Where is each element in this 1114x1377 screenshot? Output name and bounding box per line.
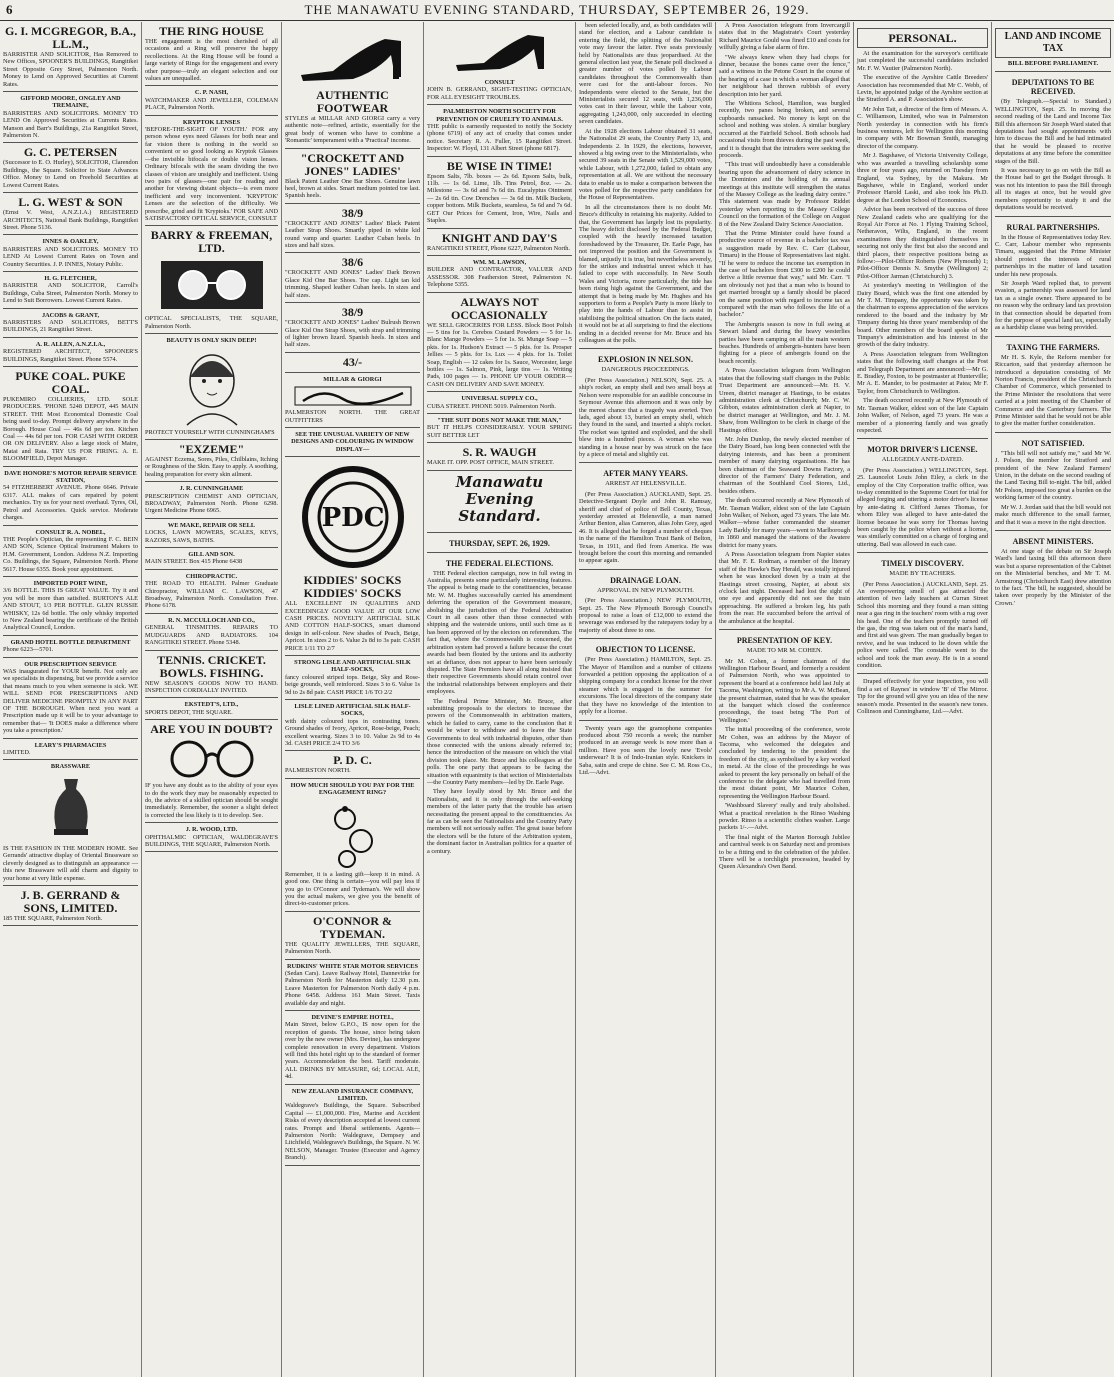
ad-heading: JACOBS & GRANT,: [41, 311, 100, 319]
ad-body: 185 THE SQUARE, Palmerston North.: [3, 914, 103, 922]
ad-heading: A. R. ALLEN, A.N.Z.I.A.,: [35, 340, 106, 348]
article-subheading: APPROVAL IN NEW PLYMOUTH.: [597, 586, 694, 594]
millar-giorgi-logo: [293, 385, 413, 407]
ad-heading: TENNIS. CRICKET. BOWLS. FISHING.: [157, 652, 266, 680]
svg-text:PDC: PDC: [321, 503, 384, 534]
article-paragraph: It was necessary to go on with the Bill as the House had to get the Budget through. It was not his intention to pass the Bill through all its stages at once, but he would give members opportunity to study it and the deputations would be received.: [995, 167, 1111, 212]
ad-body: THE engagement is the most cherished of all occasions and a Ring will preserve the happy recollections. At the Ring House will be found a large variety of Rings for the engagement and every other purpose—truly an elegant selection and our values are unequalled.: [145, 38, 278, 83]
ad-heading: P. D. C.: [333, 753, 372, 768]
ad-body: "CROCKETT AND JONES" Ladies' Dark Brown Glace Kid One Bar Shoes. Toe cap. Light tan kid trimming. Shaped leather Cuban heels. In sizes and half sizes.: [285, 269, 420, 299]
ad-heading: J. R. CUNNINGHAME: [179, 485, 244, 493]
gramophone-advt: Twenty years ago the gramophone companies produced about 750 records a week; the number produced in an average week is now more than a million. Have you seen the lovely new 'Evols' underwear? It is of Indo-Iranian style. Knickers in Saba, satin and crepe de chine. See C. M. Ross Co., Ltd.—Advt.: [579, 724, 712, 776]
col1-ad-16: [3, 886, 138, 926]
ad-body: Main Street, below G.P.O., IS now open for the reception of guests. The house, since being taken over by the new owner (Mrs. Devine), has undergone complete renovation in every department. Visitors will find this hotel right up to the standard of former years. Accommodation the best. Tariff moderate. ALL DRINKS BY MEASURE, 6d; LOCAL ALE, 4d.: [285, 1021, 420, 1081]
col3-ad-15: [285, 1011, 420, 1085]
ad-heading: THE RING HOUSE: [159, 24, 264, 38]
column-2: [142, 22, 282, 1377]
article-headline: TAXING THE FARMERS.: [1006, 342, 1100, 352]
ad-body: CUBA STREET. PHONE 5019. Palmerston North.: [427, 402, 556, 410]
ad-heading: BARRY & FREEMAN, LTD.: [150, 228, 273, 256]
ad-body: Epsom Salts, 7lb. boxes — 2s 6d. Epsom Salts, bulk, 11lb. — 1s 6d. Lime, 1lb. Tins Petrol, 8oz. — 2s. Milestone — 3s 6d and 7s 6d tin. Eucalyptus Ointment — 2s 6d tin. Cow Drenches — 3s 6d tin. Milk Buckets, copper bottom. Milk Buckets, seamless, 5s 6d and 7s 6d. GET Our Prices for Cement, Iron, Wire, Nails and Staples.: [427, 172, 572, 225]
col1-ad-0: [3, 22, 138, 92]
ad-body: STYLES at MILLAR AND GIORGI carry a very authentic note—refined, artistic, essentially for the great body of women who have to combine a 'Romantic' temperament with a 'Practical' income.: [285, 115, 420, 145]
ad-body: (Successor to E. O. Hurley), SOLICITOR, Clarendon Buildings, the Square. Solicitor to State Advances Office. Money to Lend on Freehold Securities at Lowest Current Rates.: [3, 159, 138, 189]
ad-heading: IMPORTED PORT WINE,: [33, 579, 108, 587]
tax-banner: LAND AND INCOME TAX: [995, 28, 1111, 58]
ad-heading: PALMERSTON NORTH SOCIETY FOR PREVENTION OF CRUELTY TO ANIMALS.: [436, 108, 563, 123]
ad-body: WAS inaugurated for YOUR benefit. Not only are we specialists in dispensing, but we provide a service that means much to you when someone is sick. WE WILL SEND FOR PRESCRIPTIONS AND DELIVER MEDICINE PROMPTLY IN ANY PART OF THE BOROUGH. When next you want a Prescription made up it will be to your advantage to remember that— 'It DOES make a difference where you take a prescription.': [3, 668, 138, 735]
col6-paragraph: That the Prime Minister could have found a productive source of revenue in a bachelor tax was a suggestion made by Rev. C. Carr (Labour, Timaru) in the House of Representatives last night. "If he were to reduce the income tax exemption in the case of bachelors from £300 to £200 he could derive a little revenue that way," said Mr. Carr. "I am obviously not just that a man who is bound to get married brought up a family should be placed on the same position with regard to income tax as compared with the man who follows the life of a bachelor.": [719, 229, 850, 319]
column-5: [576, 22, 716, 1377]
ad-heading: OUR PRESCRIPTION SERVICE: [24, 660, 117, 668]
col6-paragraph: The Whitiora School, Hamilton, was burgled recently, two panes being broken, and several cupboards ransacked. No money is kept on the school and nothing was stolen. A similar burglary occurred at the Fairfield School. Both schools had occasional visits from thieves during the past week, and it is thought that the intruders were seeking the proceeds.: [719, 100, 850, 159]
ad-heading: LEARY'S PHARMACIES: [34, 741, 107, 749]
col1-ad-1: [3, 92, 138, 143]
nameplate: [427, 471, 572, 528]
ad-heading: J. R. WOOD, LTD.: [185, 826, 238, 834]
engagement-rings-illustration: [325, 799, 381, 869]
col1-ad-2: [3, 143, 138, 193]
ad-heading: R. N. MCCULLOCH AND CO.,: [168, 616, 255, 624]
ladies-shoe-illustration: [450, 27, 550, 77]
col4_ads-ad-8: [427, 443, 572, 470]
col3-ad-12: [285, 779, 420, 912]
personal-paragraph: The death occurred recently at New Plymouth of Mr. Tasman Walker, eldest son of the late Captain John Walker, of Nelson, aged 73 years. He was a member of a pioneering family and was greatly respected.: [857, 397, 988, 434]
leader-paragraph: The Federal Prime Minister, Mr. Bruce, after submitting proposals to the electors to increase the powers of the Commonwealth in arbitration matters, which he failed to carry, came to the conclusion that it would be wiser to withdraw and to leave the State Governments to deal with industrial disputes, other than those connected with the unions already referred to; hence the introduction of the measure on which the vital division took place. Mr. Bruce and his colleagues at the polls. The one party that appears to be facing the situation with equanimity is that section of Ministerialists—the Country Party members—led by Dr. Earle Page.: [427, 697, 572, 786]
ad-body: BUT IT HELPS CONSIDERABLY. YOUR SPRING SUIT BETTER LET: [427, 424, 572, 439]
personal-paragraph: At the examination for the surveyor's certificate just completed the successful candidates included Mr. F. W. Vautier (Palmerston North).: [857, 50, 988, 72]
brass-vase-illustration: [46, 773, 96, 843]
col2-ad-8: [145, 548, 278, 570]
col3-ad-1: [285, 149, 420, 204]
ad-heading: 43/-: [342, 354, 363, 369]
article-headline: MOTOR DRIVER'S LICENSE.: [867, 445, 978, 455]
article-paragraph: (Per Press Association.) AUCKLAND, Sept. 25. Detective-Sergeant Doyle and John R. Ramsay, sheriff and chief of police of Bell County, Texas, yesterday arrested at Helensville, a man named Arthur Benton, alias Cameron, alias John Grey, aged 46. It is alleged that he forged a number of cheques in the name of the Hamilton Trust Bank of Belton, Texas, in 1911, and fled from America. He was brought before the court this morning and remanded to appear again.: [579, 490, 712, 565]
ad-heading: O'CONNOR & TYDEMAN.: [313, 913, 392, 941]
ad-body: Remember, it is a lasting gift—keep it in mind. A good one. One thing is certain—you will pay less if you go to O'Connor and Tydeman's. We will show you the actual makers, we give you the benefit of direct-to-customer prices.: [285, 870, 420, 908]
col2-ad-5: [145, 440, 278, 482]
ad-body: ALL EXCELLENT IN QUALITIES AND EXCEEDINGLY GOOD VALUE AT OUR LOW CASH PRICES. NOVELTY ARTIFICIAL SILK AND COTTON HALF-SOCKS, smart diamond design in self-colour. New shades of Peach, Beige, Apricot. In sizes 2 to 6. Value 2s 8d to 3s pair. CASH PRICE 1/11 TO 2/7: [285, 600, 420, 652]
ad-body: LOCKS, LAWN MOWERS, SCALES, KEYS, RAZORS, SAWS, BATHS.: [145, 529, 278, 544]
personal-paragraph: Mr J. Bagshawe, of Victoria University College, who was awarded a travelling scholarship some three or four years ago, returned on Tuesday from England, via Sydney, by the Makura. Mr Bagshawe, while in England, worked under Professor Harold Laski, and also took his Ph.D. degree at the London School of Economics.: [857, 152, 988, 204]
personal-paragraph: At yesterday's meeting in Wellington of the Dairy Board, which was the first one attended by Mr T. M. Timpany, the opportunity was taken by the chairman to express appreciation of the services rendered to the board and the industry by Mr Timpany during his three years' membership of the board. Other members of the board spoke of Mr Timpany's administration and his interest in the growth of the dairy industry.: [857, 282, 988, 349]
col2-ad-11: [145, 651, 278, 699]
col2-ad-13: [145, 720, 278, 823]
article-paragraph: (Per Press Association.) AUCKLAND, Sept. 25. An overpowering smell of gas attracted the attention of two lady teachers at Curran Street School this morning and they found a man sitting near a gas ring in the teachers' room with a rug over his head. One of the teachers promptly turned off the gas, the ring was taken out of the man's hand, and first aid was given. The man gradually began to revive, and he was induced to lie down while the police were called. The constable went to the school and took the man away. He is in a sound condition.: [857, 580, 988, 670]
col5-paragraph: In all the circumstances there is no doubt Mr. Bruce's difficulty in retaining his majority. Added to that, the Government has largely lost its popularity. The heavy deficit disclosed by the Federal Budget, coupled with the heavily increased taxation foreshadowed by the Treasurer, Dr. Earle Page, has not improved the position and the Government is blamed, unjustly it is true, but nevertheless severely, for the strikes and industrial unrest which it has failed to cope with successfully. In New South Wales and Victoria, more particularly, the tide has been rising high against the Government, and the attempt that is being made by Mr. Hughes and his supporters to form a People's Party is more likely to play into the hands of Labour than to assist in stabilising the political situation. On the facts stated, it would not be at all surprising to find the elections ending in a decided reverse for Mr. Bruce and his colleagues at the polls.: [579, 203, 712, 345]
ad-heading: SEE THE UNUSUAL VARIETY OF NEW DESIGNS AND COLOURING IN WINDOW DISPLAY—: [291, 430, 414, 453]
ad-body: BARRISTERS AND SOLICITORS. MONEY TO LEND At Lowest Current Rates on Town and Country Securities. J. P. INNES, Notary Public.: [3, 245, 138, 268]
ad-body: Phone 6223—5701.: [3, 646, 54, 654]
ad-body: OPHTHALMIC OPTICIAN, WALDEGRAVE'S BUILDINGS, THE SQUARE, Palmerston North.: [145, 833, 278, 848]
ad-heading: 38/9: [341, 305, 364, 320]
col2-ad-0: [145, 22, 278, 86]
ad-heading: G. C. PETERSEN: [23, 145, 118, 160]
article-paragraph: (Per Press Association.) WELLINGTON, Sept. 25. Launcelot Louis John Eiley, a clerk in the employ of the City Corporation traffic office, was to-day committed to the Supreme Court for trial for alleged forging and uttering a motor driver's license by ante-dating it. Clifford James Thomas, for whom Eiley was alleged to have ante-dated the license because he was sorry for Thomas having been caught by the police when without a license, was similarly committed on a charge of forging and uttering. Bail was allowed in each case.: [857, 466, 988, 548]
col1-ad-11: [3, 577, 138, 636]
ad-body: "CROCKETT AND JONES" Ladies' Bulrush Brown Glace Kid One Strap Shoes, with strap and trimming of lighter brown lizard. Spanish heels. In sizes and half sizes.: [285, 319, 420, 349]
article-subheading: MADE BY TEACHERS.: [889, 570, 956, 578]
col2-ad-10: [145, 614, 278, 651]
ad-body: MAKE IT. OPP. POST OFFICE, MAIN STREET.: [427, 459, 555, 467]
ad-heading: STRONG LISLE AND ARTIFICIAL SILK HALF-SOCKS,: [294, 659, 411, 674]
col3-ad-4: [285, 303, 420, 353]
ad-heading: KIDDIES' SOCKS KIDDIES' SOCKS: [303, 573, 402, 601]
ad-heading: WE MAKE, REPAIR OR SELL: [167, 521, 256, 529]
col4_ads-ad-1: [427, 105, 572, 156]
ad-body: Black Patent Leather One Bar Shoes. Genuine lawn heel, brown at sides. Smart medium pointed toe last. Spanish heels.: [285, 177, 420, 200]
article-headline: NOT SATISFIED.: [1021, 438, 1085, 448]
col3-ad-8: [285, 457, 420, 656]
ad-heading: AUTHENTIC FOOTWEAR: [316, 88, 389, 115]
col5-paragraph: been selected locally, and, as both candidates will stand for election, and a Labour candidate is entering the field, the splitting of the Nationalist vote may favour the latter. Five seats previously held by Nationalists are thus jeopardised. At the general election last year, the Senate poll disclosed a greater number of votes polled by Labour candidates throughout the Commonwealth than were cast for the anti-labour forces. No Independents were elected to the Senate, but the Ministerialists secured 12 seats, with 1,236,000 votes cast in their favour, while the Labour vote, aggregating 1,243,000, only succeeded in electing seven candidates.: [579, 22, 712, 126]
col2-ad-14: [145, 823, 278, 852]
ad-body: THE public is earnestly requested to notify the Society (phone 6719) of any act of cruelty that comes under notice. Secretary R. A. Fuller, 15 Rangitikei Street. Inspector: W. Floyd, 131 Albert Street (phone 6817).: [427, 123, 572, 153]
article-paragraph: Mr W. J. Jordan said that the bill would not make much difference to the small farmer, and that it was a move in the right direction.: [995, 503, 1111, 526]
ad-body: WE SELL GROCERIES FOR LESS. Block Boot Polish — 5 tins for 1s. Cerebos Custard Powders — 5 for 1s. Blanc Mange Powders — 5 for 1s. St. Munge Soap — 5 pkts. for 1s. Hudson's Extract — 5 pkts. for 1s. Prosper Jellies — 5 pkts. for 1s. Lux — 4 pkts. for 1s. Toilet Soap, English — 12 cakes for 1s. Sauce, Worcester, large bottles — 1s. Salmon, Pink, large tins — 1s. Writing Pads, 100 pages — 1s. PHONE UP YOUR ORDER—CASH ON DELIVERY AND SAVE MONEY.: [427, 321, 572, 388]
ad-body: GENERAL TINSMITHS. REPAIRS TO MUDGUARDS AND RADIATORS. 104 RANGITIKEI STREET. Phone 5348.: [145, 624, 278, 647]
col1-ad-7: [3, 338, 138, 367]
col4_ads-ad-5: [427, 293, 572, 393]
ad-heading: L. G. WEST & SON: [18, 195, 123, 210]
ad-body: BUILDER AND CONTRACTOR, VALUER AND ASSESSOR. 308 Featherston Street, Palmerston N. Telephone 5355.: [427, 266, 572, 289]
col6-paragraph: A Press Association telegram from Wellington states that the following staff changes in the Public Trust Department are announced:—Mr. H. V. Ureen, district manager at Hastings, to be estates administration clerk at Christchurch; Mr. C. W. Gibbon, estates administration clerk at Napier, to be district manager at Wellington, and Mr. J. M. Shaw, from Wellington to be clerk in charge of the Hastings office.: [719, 367, 850, 434]
col7-closing: Draped effectively for your inspection, you will find a set of Raynes' in window 'B' of The Mirror. Tip for the ground will give you an idea of the new season's mode. Presented in the season's new tones. Collinson and Cunninghame, Ltd.—Advt.: [857, 678, 988, 716]
ad-heading: GILL AND SON.: [188, 551, 235, 559]
dateline: THURSDAY, SEPT. 26, 1929.: [449, 538, 550, 548]
col1-ad-3: [3, 193, 138, 235]
col6-paragraph: The death occurred recently at New Plymouth of Mr. Tasman Walker, eldest son of the late Captain John Walker, of Nelson, aged 73 years. The late Mr. Walker—whose father commanded the steamer Lady Barkly for many years—went to Marlborough in 1860 and managed the stations of the Awatere district for many years.: [719, 497, 850, 549]
col1-ad-14: [3, 739, 138, 761]
ad-body: REGISTERED ARCHITECT, SPOONER'S BUILDINGS, Rangitikei Street. Phone 5574.: [3, 348, 138, 363]
ad-body: AGAINST Eczema, Sores, Piles, Chilblains, Itching or Roughness of the Skin. Easy to apply. A soothing, healing preparation for every skin ailment.: [145, 455, 278, 478]
col2-ad-7: [145, 519, 278, 548]
nameplate-title: Manawatu Evening Standard.: [455, 472, 544, 525]
column-3: [282, 22, 424, 1377]
col6-paragraph: "This trust will undoubtedly have a considerable bearing upon the advancement of dairy science in the Dominion and the holding of its annual meetings at this institute will strengthen the status of the Massey College as the leading dairy centre." This statement was made by Professor Riddet yesterday when reporting to the Massey College Council on the formation of the College on August 8 of the New Zealand Dairy Science Association.: [719, 161, 850, 228]
ad-body: IS THE FASHION IN THE MODERN HOME. See Gerrands' attractive display of Oriental Brassware so cleverly designed as to distinguish an appearance — this new Brassware will add charm and dignity to your home at very little expense.: [3, 844, 138, 882]
ad-heading: 38/9: [341, 205, 364, 220]
col6-paragraph: The Ambergris season is now in full swing at Stewart Island and during the heavy westerlies parties have been camping on all the main western beaches. Hundreds of ambergris-hunters have been fighting for a piece of ambergris found on the beach recently.: [719, 320, 850, 365]
ad-heading: 38/6: [341, 255, 364, 270]
column-1: [0, 22, 142, 1377]
ad-heading: ALWAYS NOT OCCASIONALLY: [451, 294, 548, 322]
col3-ad-2: [285, 204, 420, 254]
col1-ad-12: [3, 636, 138, 658]
ad-body: 3/6 BOTTLE. THIS IS GREAT VALUE. Try it and you will be more than satisfied. BURTON'S ALE AND STOUT, 1/3 PER BOTTLE. GLEN RUSSIE WHISKY, 12s 6d bottle. The only whisky imported to New Zealand bearing the certificate of the British Analytical Council, London.: [3, 587, 138, 632]
ad-heading: "CROCKETT AND JONES" LADIES': [300, 150, 405, 178]
ad-heading: H. G. FLETCHER,: [44, 274, 97, 282]
col3-ad-14: [285, 960, 420, 1011]
article-headline: TIMELY DISCOVERY.: [881, 559, 964, 569]
ad-heading: BE WISE IN TIME!: [446, 158, 553, 173]
ad-body: JOHN B. GERRAND, SIGHT-TESTING OPTICIAN, FOR ALL EYESIGHT TROUBLES.: [427, 86, 572, 101]
col2-ad-3: [145, 226, 278, 334]
presentation-paragraph: The initial proceeding of the conference, wrote Mr Cohen, was an address by the Mayor of Tacoma, who welcomed the delegates and concluded by tendering to the president the freedom of the city, as symbolised by a key worked in metal. At the close of the proceedings he was asked to present the key personally on behalf of the conference to the delegate who had travelled from the most distant point, Mr Maurice Cohen, representing the Wellington Harbour Board.: [719, 726, 850, 800]
ad-heading: CONSULT R. A. NOBEL,: [35, 528, 106, 536]
col2-ad-12: [145, 698, 278, 720]
col6-paragraph: Mr. John Dunlop, the newly elected member of the Dairy Board, has long been connected with the dairying interests, and has been a prominent member of many dairying organisations. He has been chairman of the Seaward Downs Factory, a director of the Farmers' Dairy Federation, and chairman of the Southland Cool Stores, Ltd., besides others.: [719, 435, 850, 495]
article-paragraph: (Per Press Association.) NELSON, Sept. 25. A ship's rocket, an empty shell and two small boys at Nelson were responsible for an audible concourse in Seymour Avenue this afternoon and it was only by the merest chance that a tragedy was averted. Two lads, aged about 13, buried an empty shell, which they found in the sand, and inserted a ship's rocket. The rocket was ignited and exploded, and the shell blew into a hundred pieces. A woman who was standing in a house near by was struck on the face by a piece of metal and slightly cut.: [579, 376, 712, 458]
col2-ad-4: [145, 334, 278, 440]
ad-heading: S. R. WAUGH: [462, 445, 537, 460]
presentation-sub: MADE TO MR M. COHEN.: [746, 647, 823, 655]
leader-headline: THE FEDERAL ELECTIONS.: [445, 558, 554, 568]
ad-heading: BRASSWARE: [50, 763, 91, 771]
col3-ad-13: [285, 912, 420, 960]
column-7: [854, 22, 992, 1377]
ad-body: BARRISTER AND SOLICITOR, Carroll's Buildings, Cuba Street, Palmerston North. Money to Lend to Suit Borrowers. Lowest Current Rates.: [3, 282, 138, 305]
ad-body: BARRISTER AND SOLICITOR, Has Removed to New Offices, SPOONER'S BUILDINGS, Rangitikei Street Opposite Grey Street, Palmerston North. Money to Lend on Approved Securities at Current Rates.: [3, 51, 138, 88]
ad-body: THE ROAD TO HEALTH. Palmer Graduate Chiropractor, WILLIAM C. LAWSON, 47 Broadway, Palmerston North. Consultation Free. Phone 6178.: [145, 580, 278, 610]
col3-ad-10: [285, 700, 420, 751]
col3-ad-3: [285, 253, 420, 303]
ad-body: IF you have any doubt as to the ability of your eyes to do the work they may be reasonably expected to do, the advice of a skilled optician should be sought immediately. Remember, the sooner a slight defect is corrected the less likely is it to develop. See.: [145, 782, 278, 819]
col3-ad-0: [285, 22, 420, 149]
personal-paragraph: A Press Association telegram from Wellington states that the following staff changes at the Post and Telegraph Department are announced:—Mr G. E. Bradley, Foxton, to be postmaster at Hunterville; Mr A. E. Mander, to be postmaster at Patea; Mr F. Taylor, from Christchurch to Wellington.: [857, 350, 988, 395]
ad-heading: UNIVERSAL SUPPLY CO.,: [461, 395, 538, 403]
col4_ads-ad-6: [427, 392, 572, 414]
ad-body: Waldegrave's Buildings, the Square. Subscribed Capital — £1,000,000. Fire, Marine and Accident Risks of every description accepted at lowest current rates. Prompt and liberal settlements. Agents—Palmerston North: Waldegrave, Dempsey and Litchfield, Waldegrave's Buildings, the Square. N. W. NELSON, Manager. Trustee (Executor and Agency Branch).: [285, 1102, 420, 1162]
col2-ad-2: [145, 116, 278, 227]
article-headline: DRAINAGE LOAN.: [610, 575, 681, 585]
ad-heading: EKSTEDT'S, LTD.,: [184, 701, 239, 709]
ad-body: OPTICAL SPECIALISTS, THE SQUARE, Palmerston North.: [145, 315, 278, 330]
ad-heading: CHIROPRACTIC.: [185, 572, 238, 580]
col5-paragraph: At the 1928 elections Labour obtained 31 seats, the Nationalist 29 seats, the Country Party 13, and Independents 2. In 1929, the elections, however, showed a big swing over to the Ministerialists, who secured 39 seats in the Senate with 1,529,000 votes, while Labour, with 1,272,000, failed to obtain any representation at all. We are without the necessary data to enable us to make a comparison between the votes polled for the respective party candidates for the House of Representatives.: [579, 127, 712, 202]
article-paragraph: Mr H. S. Kyle, the Reform member for Riccarton, said that yesterday afternoon he introduced a deputation consisting of Mr Norton Francis, president of the Christchurch Chamber of Commerce, which presented to the Prime Minister the resolutions that were carried at a joint meeting of the Chamber of Commerce and the Canterbury farmers. The Prime Minister said that he would not be able to give the matter further consideration.: [995, 353, 1111, 428]
ad-body: SPORTS DEPOT, THE SQUARE.: [145, 708, 233, 716]
ladies-shoe-illustration: [293, 27, 413, 87]
article-subheading: DANGEROUS PROCEEDINGS.: [601, 366, 690, 374]
ad-heading: G. I. MCGREGOR, B.A., LL.M.,: [4, 24, 136, 51]
masthead-title: THE MANAWATU EVENING STANDARD, THURSDAY, SEPTEMBER 26, 1929.: [304, 2, 810, 17]
col6-paragraph: A Press Association telegram from Napier states that Mr. F. E. Rodman, a member of the literary staff of the Hawke's Bay Herald, was totally injured when he was knocked down by a train at the Hastings street crossing, Napier, at about six o'clock last night. Deceased had lost the sight of one eye and apparently did not see the train approaching. He suffered a broken leg, his path from the rear. He succumbed before the arrival of the ambulance at the hospital.: [719, 551, 850, 625]
ad-heading: CONSULT: [484, 79, 515, 86]
ad-heading: WM. M. LAWSON,: [472, 258, 527, 266]
article-paragraph: In the House of Representatives today Rev. C. Carr, Labour member who represents Timaru, suggested that the Prime Minister should protect the interests of rural partnerships in the matter of land taxation under his new proposals.: [995, 233, 1111, 278]
ad-heading: MILLAR & GIORGI: [323, 375, 382, 383]
ad-body: LIMITED.: [3, 749, 31, 757]
col1-ad-8: [3, 367, 138, 467]
col1-ad-10: [3, 526, 138, 577]
col1-ad-9: [3, 467, 138, 526]
col3-ad-7: [285, 428, 420, 457]
col4_ads-ad-7: [427, 414, 572, 443]
ad-body: THE People's Optician, the representing F. C. BEIN AND SON, Science Optical Instrument Makers to H.M. Government, London. Address N.Z. Importing Co. Buildings, the Square, Palmerston North. Phone 5617. House 6355. Book your appointment.: [3, 535, 138, 573]
ad-heading: KNIGHT AND DAY'S: [441, 230, 558, 245]
ad-body: NEW SEASON'S GOODS NOW TO HAND. INSPECTION CORDIALLY INVITED.: [145, 679, 278, 694]
personal-paragraph: Advice has been received of the success of three New Zealand cadets who are qualifying for the Royal Air Force at No. 1 Flying Training School, Netheravon, Wilts, England, in the recent examinations they distinguished themselves in securing not only the first but also the second and third places, their respective positions being as follow:—Pilot-Officer Roberts (New Plymouth) 1; Pilot-Officer Dennis N. Smythe (Wellington) 2; Pilot-Officer Jarman (Christchurch) 3.: [857, 206, 988, 280]
ad-heading: RUDKINS' WHITE STAR MOTOR SERVICES: [287, 962, 418, 970]
col3-ad-9: [285, 656, 420, 700]
tax-sub: BILL BEFORE PARLIAMENT.: [1007, 60, 1099, 67]
col2-ad-6: [145, 482, 278, 519]
ad-heading: "EXZEME": [178, 441, 245, 456]
article-paragraph: (Per Press Association.) NEW PLYMOUTH, Sept. 25. The New Plymouth Borough Council's proposal to raise a loan of £12,000 to extend the sewerage was endorsed by the ratepayers today by a majority of about three to one.: [579, 597, 712, 634]
presentation-headline: PRESENTATION OF KEY.: [736, 636, 833, 646]
ad-heading: ARE YOU IN DOUBT?: [150, 722, 273, 737]
ad-heading: DEVINE'S EMPIRE HOTEL,: [311, 1013, 394, 1021]
column-8: [992, 22, 1114, 1377]
ad-heading: "THE SUIT DOES NOT MAKE THE MAN,": [437, 417, 562, 424]
article-paragraph: (Per Press Association.) HAMILTON, Sept. 25. The Mayor of Hamilton and a number of citizens forwarded a petition opposing the application of a shipping company for a conduct license for the river steamer which is engaged in the summer for excursions. The local directors of the company state that they have no knowledge of the intention to apply for a license.: [579, 656, 712, 716]
article-paragraph: At one stage of the debate on Sir Joseph Ward's land taxing bill this afternoon there was but a sparse representation of the Cabinet on the Ministerial benches, and Mr T. M. Armstrong (Christchurch East) drew attention to the fact. 'The bill, he suggested, should be taken over properly by the Minister of the Crown.': [995, 547, 1111, 607]
ad-body: (Ernst V. West, A.N.Z.I.A.) REGISTERED ARCHITECTS, National Bank Buildings, Rangitikei Street. Phone 5136.: [3, 209, 138, 231]
presentation-paragraph: The final night of the Marton Borough Jubilee and carnival week is on Saturday next and promises to be a fitting end to the celebration of the jubilee. There will be a torchlight procession, headed by Queen Alexandra's Own Band.: [719, 833, 850, 871]
article-paragraph: Sir Joseph Ward replied that, to prevent evasion, a partnership was assessed for land tax as a single owner. There appeared to be no reason why the ordinary land tax provision in that connection should be departed from for the purpose of special land tax, especially as a hardship clause was being provided.: [995, 279, 1111, 332]
article-subheading: ALLEGEDLY ANTE-DATED.: [881, 456, 964, 464]
ad-body: 'BEFORE-THE-SIGHT OF YOUTH.' FOR any person whose eyes need Glasses for both near and far vision there is nothing in the world so convenient or so good looking as Kryptok Glasses—the invisible bifocals or double vision lenses. Ordinary bifocals with the seam dividing the two classes of vision are unsightly and inefficient. Using two pairs of glasses—one pair for reading and another for viewing distant objects—is even more inefficient and very inconvenient. 'KRYPTOK' Lenses are the selection of the difficulty. We prescribe, grind and fit 'Kryptoks.' FOR SAFE AND SATISFACTORY OPTICAL SERVICE, CONSULT: [145, 126, 278, 222]
col1-ad-6: [3, 309, 138, 338]
ad-body: 54 FITZHERBERT AVENUE. Phone 6646. Private 6317. ALL makes of cars repaired by potent mechanics. Try us for your next overhaul. Tyres, Oil, Petrol and Accessories. Quick service. Moderate charges.: [3, 484, 138, 522]
ad-body: fancy coloured striped tops. Beige, Sky and Rose-beige grounds, well reinforced. Sizes 3 to 6. Value 1s 9d to 2s 8d pair. CASH PRICE 1/6 TO 2/2: [285, 673, 420, 696]
ad-heading: HOW MUCH SHOULD YOU PAY FOR THE ENGAGEMENT RING?: [290, 781, 415, 797]
col2-ad-9: [145, 570, 278, 614]
ad-heading: DAVE HONORE'S MOTOR REPAIR SERVICE STATION,: [4, 469, 137, 485]
column-6: [716, 22, 854, 1377]
ad-body: PROTECT YOURSELF WITH CUNNINGHAM'S: [145, 428, 275, 436]
ad-heading: INNES & OAKLEY,: [42, 238, 99, 246]
col3-ad-16: [285, 1085, 420, 1166]
presentation-paragraph: Mr M. Cohen, a former chairman of the Wellington Harbour Board, and formerly a resident of Palmerston North, who was appointed to represent the board at a conference held last July at Tacoma, Washington, writing to Mr A. W. McBean, the present chairman, stated that he was the speaker at the banquet which closed the conference proceedings, the toast being 'The Port of Wellington.': [719, 657, 850, 724]
col1-ad-4: [3, 235, 138, 272]
article-headline: ABSENT MINISTERS.: [1012, 536, 1094, 546]
presentation-paragraph: 'Washboard Slavery' really and truly abolished. What a practical revelation is the Rinso Washing powder. Rinso is a scientific clothes washer. Large packets 1/-.—Advt.: [719, 802, 850, 832]
ad-body: MAIN STREET. Box 415 Phone 6438: [145, 558, 243, 566]
ad-body: "CROCKETT AND JONES" Ladies' Black Patent Leather Strap Shoes. Smartly piped in white kid round vamp and quarter. Leather Cuban heels. In sizes and half sizes.: [285, 219, 420, 250]
ad-heading: GIFFORD MOORE, ONGLEY AND TREMAINE,: [20, 95, 121, 110]
ad-body: WATCHMAKER AND JEWELLER, COLEMAN PLACE, Palmerston North.: [145, 96, 278, 112]
column-4: [424, 22, 576, 1377]
col6-paragraph: "We always knew when they had chops for dinner, because the bones came over the fence," said a witness in the Petone Court in the course of the hearing of a case in which a woman alleged that her neighbour had thrown rubbish of every description into her yard.: [719, 53, 850, 98]
personal-paragraph: The executive of the Ayrshire Cattle Breeders' Association has recommended that Mr C. Webb, of Levin, be appointed judge of the Ayrshire section at the Stratford A. and P. Association's show.: [857, 74, 988, 104]
col1-ad-5: [3, 272, 138, 309]
ad-heading: GRAND HOTEL BOTTLE DEPARTMENT: [10, 638, 131, 646]
leader-paragraph: They have loyally stood by Mr. Bruce and the Nationalists, and it is only through the self-seeking members of the latter party that the trouble has arisen necessitating the present appeal to the constituencies. As far as can be seen the Nationalists and the Country Party members will not seriously suffer. The great issue before the electors will be the future of the Arbitration system, the dominant factor in Australian politics for a quarter of a century.: [427, 788, 572, 855]
col4_ads-ad-3: [427, 229, 572, 256]
article-paragraph: (By Telegraph.—Special to Standard.) WELLINGTON, Sept. 25. In moving the second reading of the Land and Income Tax Bill this afternoon Sir Joseph Ward stated that deputations had sought appointments with him to discuss the Bill and he had intimated that he would be pleased to receive deputations at any time before the committee stages of the Bill.: [995, 98, 1111, 165]
col4_ads-ad-4: [427, 256, 572, 293]
eye-glasses-illustration: [157, 738, 267, 780]
col4_ads-ad-0: [427, 22, 572, 105]
pdc-logo: [298, 462, 408, 572]
article-headline: AFTER MANY YEARS.: [603, 469, 688, 479]
col2-ad-1: [145, 86, 278, 115]
ad-body: PUKEMIRO COLLIERIES, LTD. SOLE PRODUCERS. 'PHONE 5248 DEPOT, 445 MAIN STREET. THE Most Economical Domestic Coal being used to-day. Prompt delivery anywhere in the Borough. House Coal — 46s 6d per ton. Kitchen Coal — 44s 6d per ton. FOR CASH WITH ORDER OR ON DELIVERY. Also a large stock of Maire, Matai and Rata. TRY US FOR FIRING. A. E. BLOOMFIELD, Depot Manager.: [3, 396, 138, 463]
page-number: 6: [6, 2, 13, 17]
woman-portrait-illustration: [167, 347, 257, 427]
col3-ad-5: [285, 353, 420, 373]
ad-body: PRESCRIPTION CHEMIST AND OPTICIAN, BROADWAY, Palmerston North. Phone 6298. Urgent Medicine Phone 6965.: [145, 492, 278, 515]
ad-body: RANGITIKEI STREET, Phone 6227, Palmerston North.: [427, 244, 570, 252]
col3-ad-6: [285, 373, 420, 428]
ad-heading: LISLE LINED ARTIFICIAL SILK HALF-SOCKS,: [294, 703, 411, 718]
ad-body: PALMERSTON NORTH.: [285, 767, 351, 775]
col6-lead: A Press Association telegram from Invercargill states that in the Magistrate's Court yesterday Richard Maurice Gould was fined £10 and costs for wilfully giving a false alarm of fire.: [719, 22, 850, 52]
masthead: [0, 0, 1114, 21]
article-subheading: ARREST AT HELENSVILLE.: [605, 480, 686, 488]
ad-heading: J. B. GERRAND & SONS, LIMITED.: [20, 887, 121, 915]
article-headline: RURAL PARTNERSHIPS.: [1006, 222, 1100, 232]
leader-paragraph: THE Federal election campaign, now in full swing in Australia, presents some particularly interesting features. The appeal is being made to the constituencies, because Mr. W. M. Hughes successfully carried his amendment deferring the operation of the Government measure, abolishing the jurisdiction of the Federal Arbitration Court in all cases other than those connected with shipping and the waterside unions, until such time as it has been approved of by the electors on referendum. The fact that, where the Commonwealth is concerned, the arbitration system had proved a failure because the court awards had been flouted by the unions and its authority set at defiance, does not appear to have been seriously disputed. The State Premiers have all along insisted that their respective Governments should retain control over the industrial relationships between employers and their employees.: [427, 569, 572, 696]
ad-heading: KRYPTOK LENSES: [182, 118, 241, 126]
personal-paragraph: Mr John Tait, a director of the firm of Messrs. A. C. Williamson, Limited, who was in Palmerston North yesterday in connection with his firm's business ventures, left for Wellington this morning in company with Mr Bowman Smith, managing director of the company.: [857, 105, 988, 150]
col4_ads-ad-2: [427, 157, 572, 229]
spectacles-icon: [157, 257, 267, 313]
ad-heading: NEW ZEALAND INSURANCE COMPANY, LIMITED.: [291, 1087, 414, 1103]
personal-banner: PERSONAL.: [857, 28, 988, 48]
article-headline: EXPLOSION IN NELSON.: [598, 355, 693, 365]
ad-body: THE QUALITY JEWELLERS, THE SQUARE, Palmerston North.: [285, 940, 420, 956]
ad-heading: PUKE COAL. PUKE COAL.: [15, 369, 126, 396]
ad-body: BARRISTERS AND SOLICITORS, BETT'S BUILDINGS, 21 Rangitikei Street.: [3, 318, 138, 334]
ad-body: (Sedan Cars). Leave Railway Hotel, Dannevirke for Palmerston North for Masterton daily 12.30 p.m. Leave Masterton for Palmerston North daily 4 p.m. Phone 6458. Address 161 Main Street. Taxis available day and night.: [285, 969, 420, 1007]
ad-body: BARRISTERS AND SOLICITORS. MONEY TO LEND On Approved Securities at Currents Rates. Manson and Barr's Buildings, 21a Rangitikei Street, Palmerston N.: [3, 109, 138, 140]
article-headline: OBJECTION TO LICENSE.: [595, 645, 696, 655]
article-headline: DEPUTATIONS TO BE RECEIVED.: [1011, 78, 1095, 97]
col1-ad-13: [3, 658, 138, 739]
ad-heading: BEAUTY IS ONLY SKIN DEEP!: [166, 337, 257, 345]
ad-heading: C. P. NASH,: [194, 89, 229, 97]
article-paragraph: "This bill will not satisfy me," said Mr W. J. Polson, the member for Stratford and president of the New Zealand Farmers' Union, in the debate on the second reading of the Land Taxing Bill to-night. The bill, added Mr Polson, imposed too great a burden on the working farmer of the country.: [995, 449, 1111, 502]
ad-body: PALMERSTON NORTH. THE GREAT OUTFITTERS: [285, 409, 420, 424]
col1-ad-15: [3, 760, 138, 885]
ad-body: with dainty coloured tops in contrasting tones. Ground shades of Ivory, Apricot, Rose-beige, Peach; excellent wearing. Sizes 3 to 10. Value 2s 9d to 4s 3d. CASH PRICE 2/4 TO 3/6: [285, 717, 420, 748]
col3-ad-11: [285, 751, 420, 778]
